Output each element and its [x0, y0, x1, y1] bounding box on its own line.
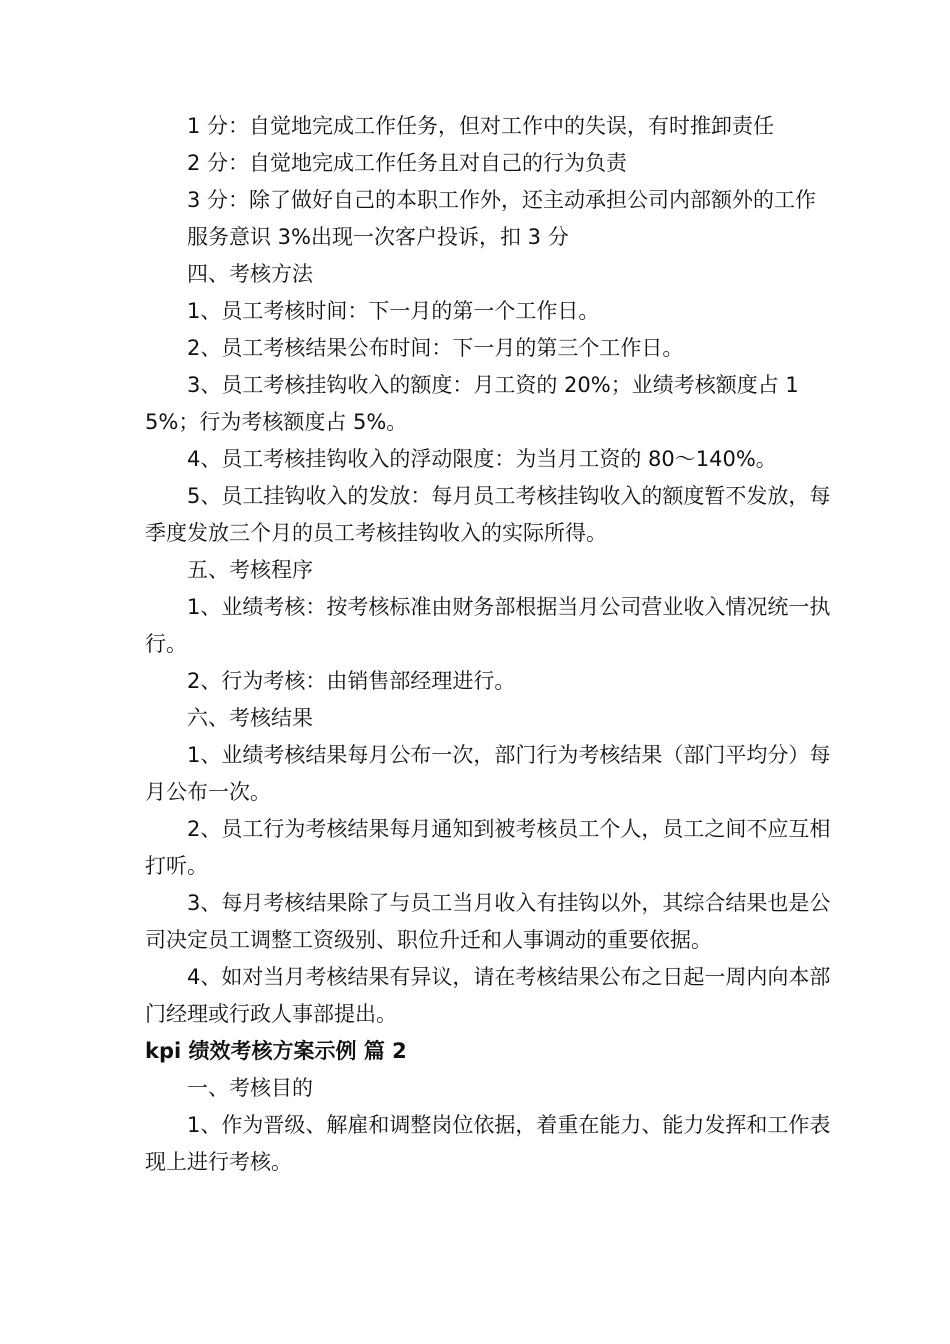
document-body — [145, 108, 835, 1181]
section-heading-methods: 四、考核方法 — [187, 262, 313, 286]
paragraph-method-2: 2、员工考核结果公布时间：下一月的第三个工作日。 — [187, 336, 684, 360]
paragraph-purpose-1: 1、作为晋级、解雇和调整岗位依据，着重在能力、能力发挥和工作表现上进行考核。 — [145, 1113, 831, 1174]
paragraph-method-5: 5、员工挂钩收入的发放：每月员工考核挂钩收入的额度暂不发放，每季度发放三个月的员工考核挂钩收入的实际所得。 — [145, 484, 831, 545]
paragraph-method-3: 3、员工考核挂钩收入的额度：月工资的 20%；业绩考核额度占 15%；行为考核额度占 5%。 — [145, 373, 799, 434]
section-heading-results: 六、考核结果 — [187, 706, 313, 730]
paragraph-service-awareness: 服务意识 3%出现一次客户投诉，扣 3 分 — [187, 225, 569, 249]
paragraph-method-1: 1、员工考核时间：下一月的第一个工作日。 — [187, 299, 600, 323]
paragraph-score-3: 3 分：除了做好自己的本职工作外，还主动承担公司内部额外的工作 — [187, 188, 817, 212]
paragraph-procedure-1: 1、业绩考核：按考核标准由财务部根据当月公司营业收入情况统一执行。 — [145, 595, 831, 656]
paragraph-result-3: 3、每月考核结果除了与员工当月收入有挂钩以外，其综合结果也是公司决定员工调整工资级别、职位升迁和人事调动的重要依据。 — [145, 891, 831, 952]
paragraph-result-1: 1、业绩考核结果每月公布一次，部门行为考核结果（部门平均分）每月公布一次。 — [145, 743, 831, 804]
paragraph-procedure-2: 2、行为考核：由销售部经理进行。 — [187, 669, 516, 693]
paragraph-result-2: 2、员工行为考核结果每月通知到被考核员工个人，员工之间不应互相打听。 — [145, 817, 831, 878]
article-heading: kpi 绩效考核方案示例 篇 2 — [145, 1039, 407, 1063]
paragraph-score-2: 2 分：自觉地完成工作任务且对自己的行为负责 — [187, 151, 628, 175]
section-heading-procedure: 五、考核程序 — [187, 558, 313, 582]
paragraph-method-4: 4、员工考核挂钩收入的浮动限度：为当月工资的 80～140%。 — [187, 447, 777, 471]
paragraph-score-1: 1 分：自觉地完成工作任务，但对工作中的失误，有时推卸责任 — [187, 114, 775, 138]
paragraph-result-4: 4、如对当月考核结果有异议，请在考核结果公布之日起一周内向本部门经理或行政人事部提出。 — [145, 965, 831, 1026]
section-heading-purpose: 一、考核目的 — [187, 1076, 313, 1100]
